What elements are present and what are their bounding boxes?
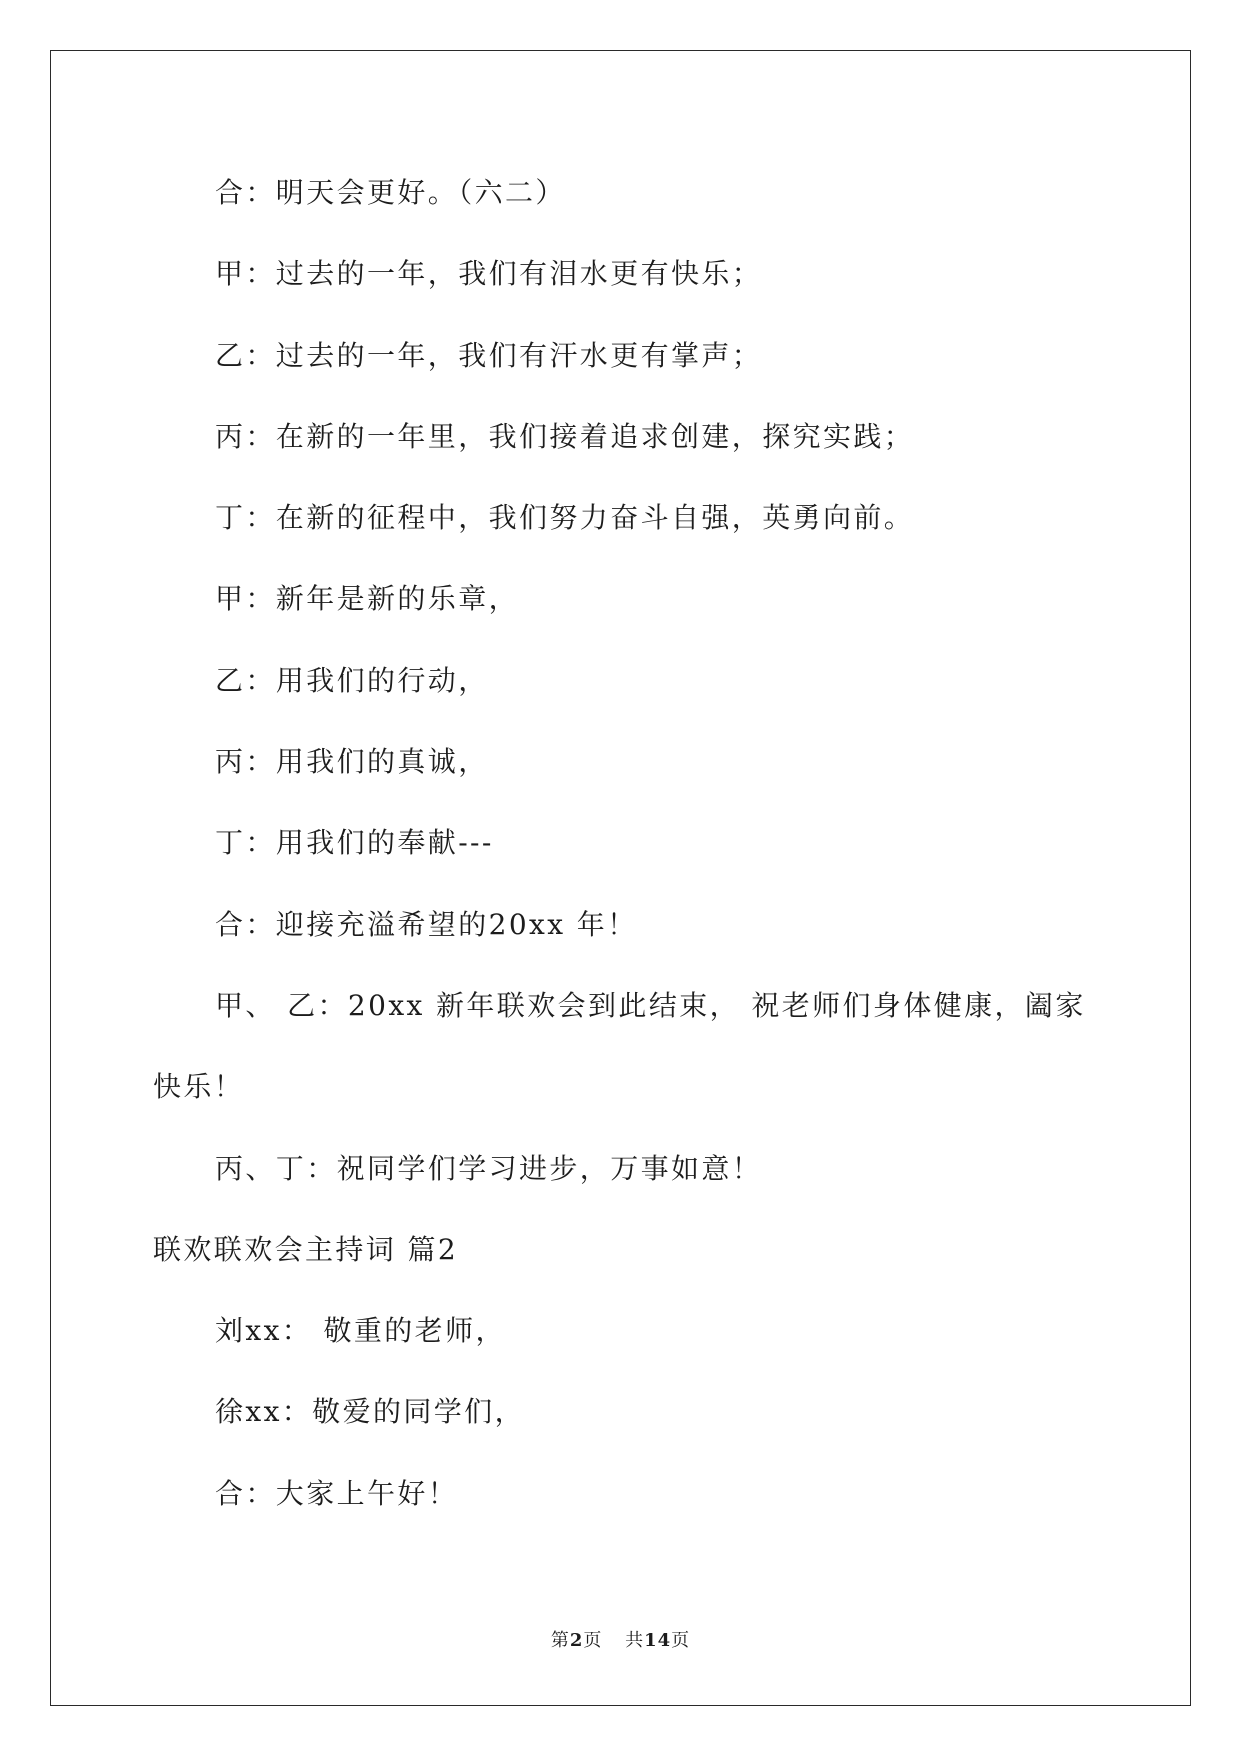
section-heading: 联欢联欢会主持词 篇2 xyxy=(153,1232,459,1266)
document-body xyxy=(0,152,1241,1534)
total-prefix: 共 xyxy=(625,1630,645,1651)
dialogue-line: 合：大家上午好！ xyxy=(215,1476,459,1510)
total-suffix: 页 xyxy=(671,1630,691,1651)
dialogue-line: 合：明天会更好。（六二） xyxy=(215,176,566,209)
dialogue-continuation-line: 快乐！ xyxy=(153,1070,245,1104)
dialogue-line: 乙：过去的一年，我们有汗水更有掌声； xyxy=(215,338,763,372)
total-pages-group xyxy=(625,1630,690,1651)
dialogue-line: 丙、丁：祝同学们学习进步，万事如意！ xyxy=(215,1151,763,1185)
dialogue-line: 乙：用我们的行动， xyxy=(215,663,489,697)
dialogue-line: 丁：用我们的奉献--- xyxy=(215,826,494,860)
dialogue-line: 刘xx： 敬重的老师， xyxy=(215,1314,506,1348)
page-number-group xyxy=(551,1630,609,1651)
dialogue-line: 丁：在新的征程中，我们努力奋斗自强，英勇向前。 xyxy=(215,501,915,535)
dialogue-line: 徐xx：敬爱的同学们， xyxy=(215,1395,525,1429)
total-pages: 14 xyxy=(644,1630,672,1651)
dialogue-line: 丙：在新的一年里，我们接着追求创建，探究实践； xyxy=(215,419,915,453)
page-prefix: 第 xyxy=(550,1630,570,1651)
dialogue-line: 甲、 乙：20xx 新年联欢会到此结束， 祝老师们身体健康，阖家 xyxy=(215,988,1086,1022)
dialogue-line: 合：迎接充溢希望的20xx 年！ xyxy=(215,907,638,941)
page-footer xyxy=(0,1628,1241,1654)
page-suffix: 页 xyxy=(583,1630,603,1651)
dialogue-line: 甲：过去的一年，我们有泪水更有快乐； xyxy=(215,257,763,291)
dialogue-line: 甲：新年是新的乐章， xyxy=(215,582,520,616)
page-number: 2 xyxy=(569,1630,584,1651)
dialogue-line: 丙：用我们的真诚， xyxy=(215,745,489,779)
